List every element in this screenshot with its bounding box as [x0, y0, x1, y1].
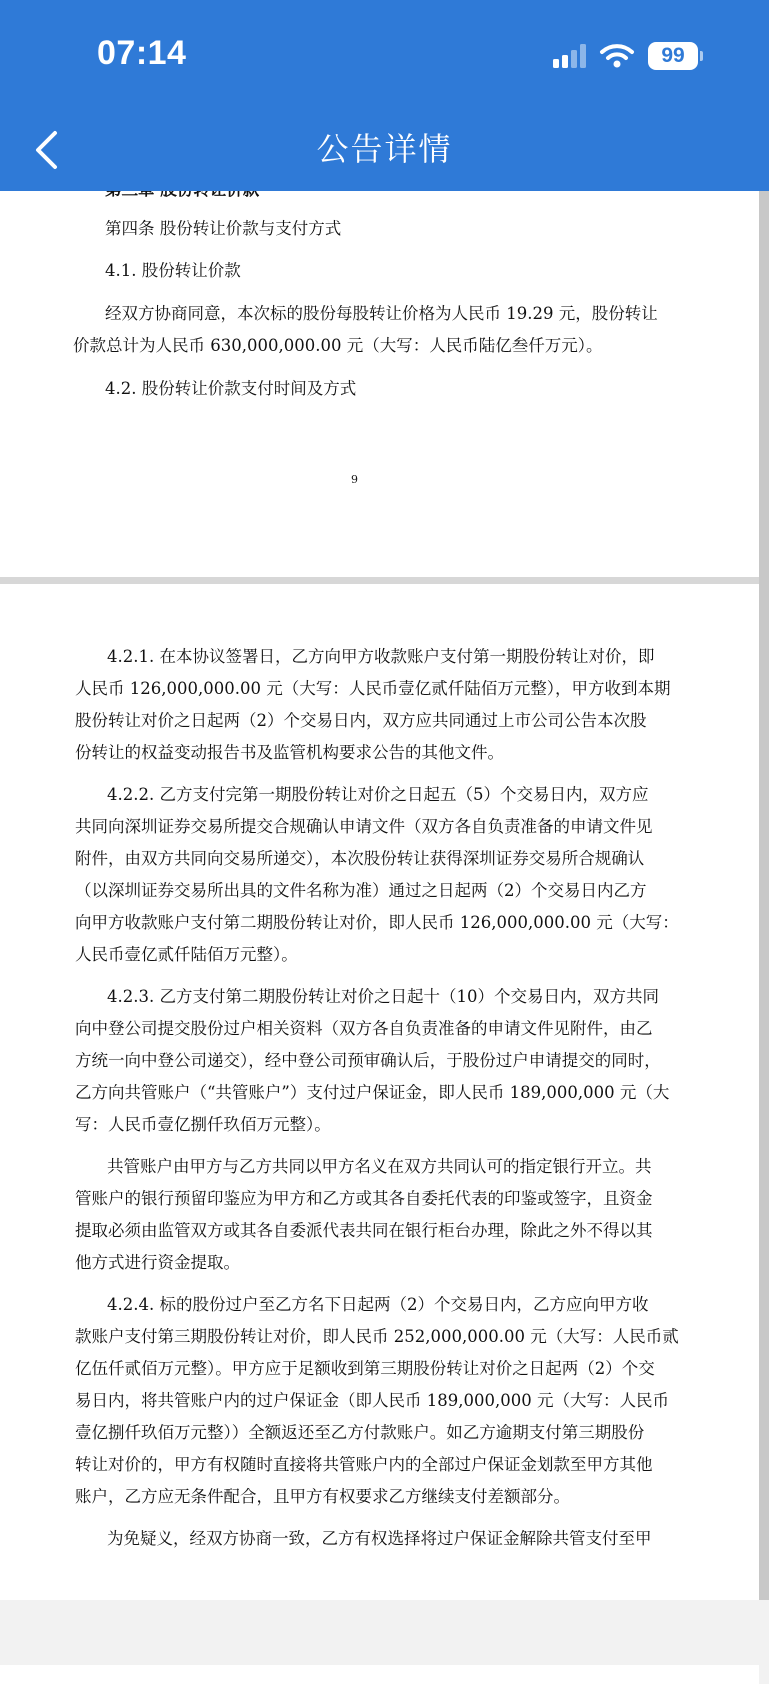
- paragraph-line: 易日内，将共管账户内的过户保证金（即人民币 189,000,000 元（大写：人民币: [75, 1391, 669, 1410]
- bottom-bar: [0, 1600, 769, 1665]
- cellular-signal-icon: [553, 44, 586, 68]
- paragraph-line: 乙方向共管账户（“共管账户”）支付过户保证金，即人民币 189,000,000 元（大: [75, 1083, 670, 1102]
- paragraph-line: 附件，由双方共同向交易所递交），本次股份转让获得深圳证券交易所合规确认: [75, 849, 645, 868]
- status-time: 07:14: [97, 34, 187, 72]
- paragraph-line: 方统一向中登公司递交），经中登公司预审确认后，于股份过户申请提交的同时，: [75, 1051, 661, 1070]
- document-viewer[interactable]: [0, 191, 769, 1600]
- paragraph-line: 经双方协商同意，本次标的股份每股转让价格为人民币 19.29 元，股份转让: [105, 304, 658, 323]
- page-number: 9: [351, 473, 358, 486]
- paragraph-line: 股份转让对价之日起两（2）个交易日内，双方应共同通过上市公司公告本次股: [75, 711, 647, 730]
- paragraph-line: 价款总计为人民币 630,000,000.00 元（大写：人民币陆亿叁仟万元）。: [73, 336, 603, 355]
- paragraph-line: 人民币 126,000,000.00 元（大写：人民币壹亿贰仟陆佰万元整），甲方收到本期: [75, 679, 671, 698]
- article-heading: 第四条 股份转让价款与支付方式: [105, 219, 342, 238]
- document-page: [0, 584, 759, 1684]
- section-heading: 4.1. 股份转让价款: [105, 261, 241, 280]
- paragraph-line: （以深圳证券交易所出具的文件名称为准）通过之日起两（2）个交易日内乙方: [75, 881, 647, 900]
- paragraph-line: 转让对价的，甲方有权随时直接将共管账户内的全部过户保证金划款至甲方其他: [75, 1455, 653, 1474]
- document-page: [0, 151, 759, 577]
- paragraph-line: 写：人民币壹亿捌仟玖佰万元整）。: [75, 1115, 331, 1134]
- paragraph-line: 款账户支付第三期股份转让对价，即人民币 252,000,000.00 元（大写：人民币贰: [75, 1327, 679, 1346]
- scrollbar[interactable]: [759, 191, 769, 1600]
- paragraph-line: 共同向深圳证券交易所提交合规确认申请文件（双方各自负责准备的申请文件见: [75, 817, 653, 836]
- paragraph-line: 份转让的权益变动报告书及监管机构要求公告的其他文件。: [75, 743, 504, 762]
- paragraph-line: 4.2.2. 乙方支付完第一期股份转让对价之日起五（5）个交易日内，双方应: [107, 785, 649, 804]
- wifi-icon: [600, 43, 634, 69]
- battery-level: 99: [648, 42, 698, 70]
- paragraph-line: 为免疑义，经双方协商一致，乙方有权选择将过户保证金解除共管支付至甲: [107, 1529, 652, 1548]
- paragraph-line: 4.2.4. 标的股份过户至乙方名下日起两（2）个交易日内，乙方应向甲方收: [107, 1295, 649, 1314]
- paragraph-line: 共管账户由甲方与乙方共同以甲方名义在双方共同认可的指定银行开立。共: [107, 1157, 652, 1176]
- paragraph-line: 向中登公司提交股份过户相关资料（双方各自负责准备的申请文件见附件，由乙: [75, 1019, 653, 1038]
- paragraph-line: 4.2.1. 在本协议签署日，乙方向甲方收款账户支付第一期股份转让对价，即: [107, 647, 655, 666]
- paragraph-line: 人民币壹亿贰仟陆佰万元整）。: [75, 945, 298, 964]
- paragraph-line: 提取必须由监管双方或其各自委派代表共同在银行柜台办理，除此之外不得以其: [75, 1221, 653, 1240]
- app-header: [0, 0, 769, 191]
- section-heading: 4.2. 股份转让价款支付时间及方式: [105, 379, 357, 398]
- paragraph-line: 4.2.3. 乙方支付第二期股份转让对价之日起十（10）个交易日内，双方共同: [107, 987, 659, 1006]
- paragraph-line: 账户，乙方应无条件配合，且甲方有权要求乙方继续支付差额部分。: [75, 1487, 570, 1506]
- paragraph-line: 亿伍仟贰佰万元整）。甲方应于足额收到第三期股份转让对价之日起两（2）个交: [75, 1359, 655, 1378]
- battery-icon: [648, 42, 703, 70]
- status-icons: [553, 42, 703, 70]
- paragraph-line: 向甲方收款账户支付第二期股份转让对价，即人民币 126,000,000.00 元（大写：: [75, 913, 679, 932]
- paragraph-line: 他方式进行资金提取。: [75, 1253, 240, 1272]
- page-title: 公告详情: [316, 130, 453, 168]
- paragraph-line: 壹亿捌仟玖佰万元整））全额返还至乙方付款账户。如乙方逾期支付第三期股份: [75, 1423, 645, 1442]
- paragraph-line: 管账户的银行预留印鉴应为甲方和乙方或其各自委托代表的印鉴或签字，且资金: [75, 1189, 653, 1208]
